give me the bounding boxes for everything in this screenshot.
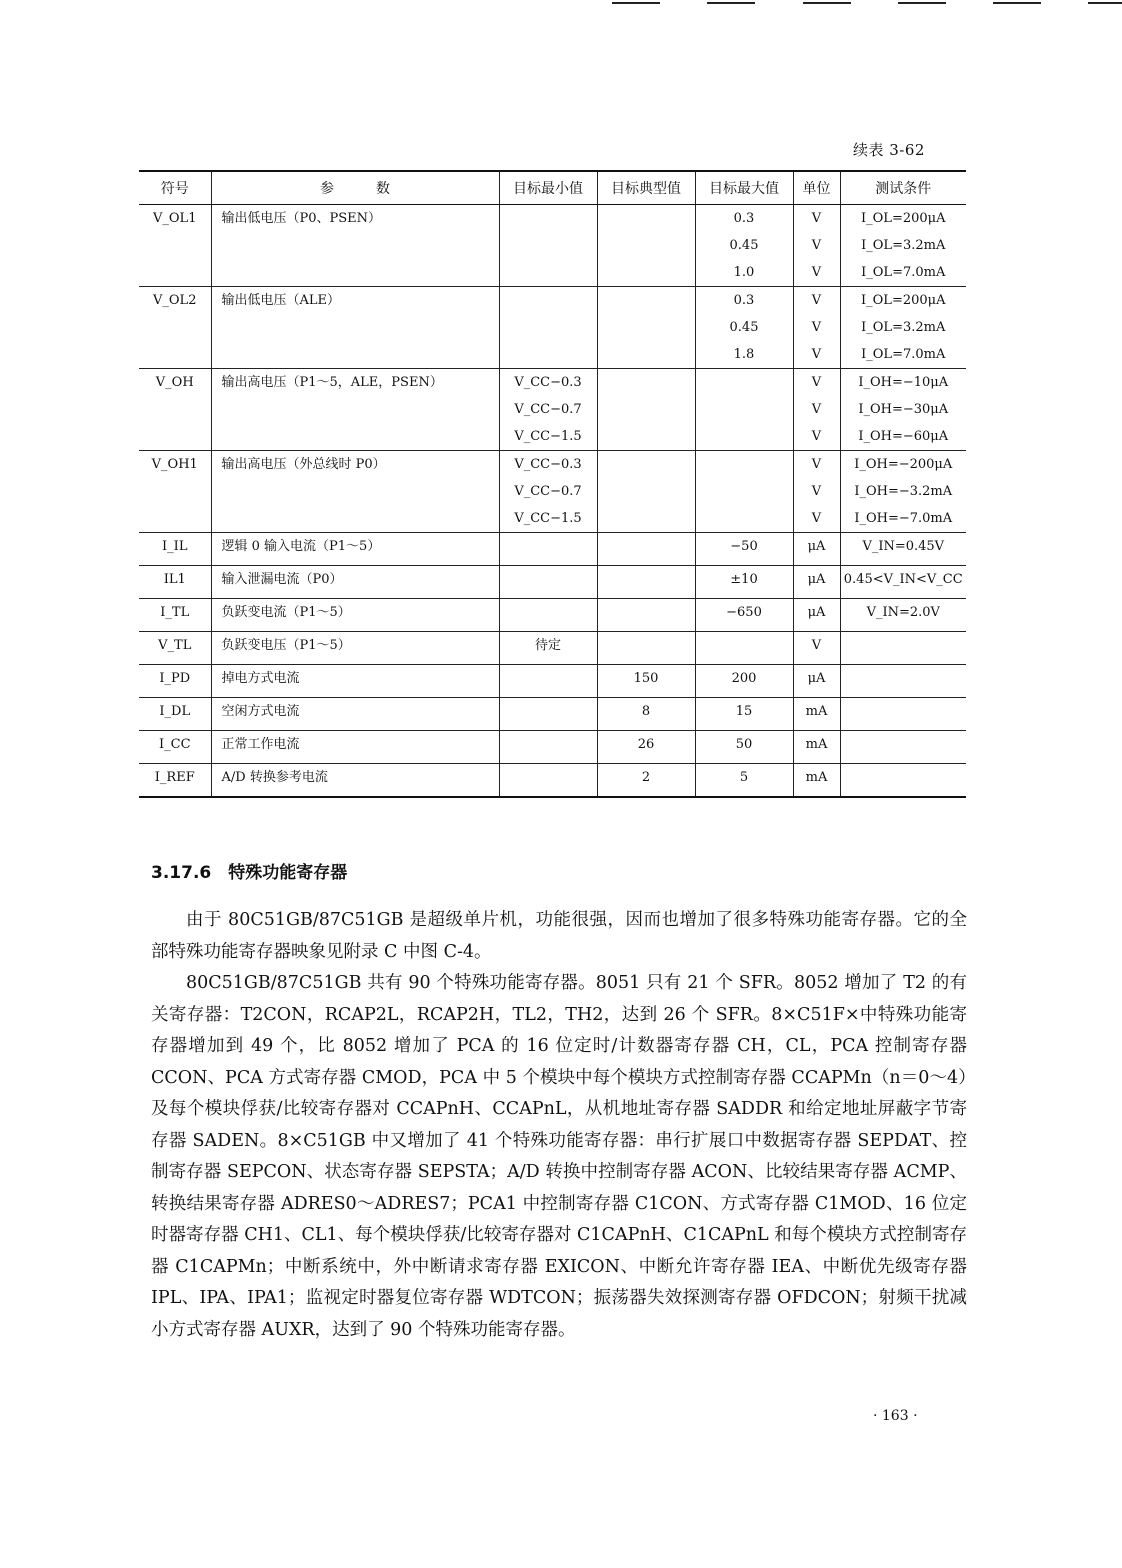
cell-min — [499, 205, 597, 287]
cell-unit: mA — [793, 764, 840, 798]
cell-typ — [597, 599, 695, 632]
cell-min — [499, 287, 597, 369]
cell-typ: 8 — [597, 698, 695, 731]
cell-symbol: V_OL2 — [139, 287, 211, 369]
cell-cond — [840, 665, 966, 698]
page-number: · 163 · — [873, 1408, 918, 1424]
header-min: 目标最小值 — [499, 171, 597, 205]
table-row — [139, 632, 966, 665]
cell-param: 逻辑 0 输入电流（P1～5） — [211, 533, 499, 566]
cell-cond: 0.45<V_IN<V_CC — [840, 566, 966, 599]
table-row — [139, 599, 966, 632]
cell-cond — [840, 764, 966, 798]
cell-max: ±10 — [695, 566, 793, 599]
cell-param: 输出高电压（外总线时 P0） — [211, 451, 499, 533]
cell-max: 15 — [695, 698, 793, 731]
cell-symbol: I_DL — [139, 698, 211, 731]
table-row — [139, 451, 966, 533]
cell-cond: I_OL=200μA I_OL=3.2mA I_OL=7.0mA — [840, 287, 966, 369]
cell-typ — [597, 369, 695, 451]
cell-cond — [840, 632, 966, 665]
cell-symbol: I_PD — [139, 665, 211, 698]
cell-param: 负跃变电流（P1～5） — [211, 599, 499, 632]
table-row — [139, 205, 966, 287]
cell-param: 输入泄漏电流（P0） — [211, 566, 499, 599]
cell-cond: I_OH=−200μA I_OH=−3.2mA I_OH=−7.0mA — [840, 451, 966, 533]
cell-max: 0.3 0.45 1.0 — [695, 205, 793, 287]
cell-symbol: I_REF — [139, 764, 211, 798]
cell-param: 输出低电压（ALE） — [211, 287, 499, 369]
cell-cond: V_IN=0.45V — [840, 533, 966, 566]
header-max: 目标最大值 — [695, 171, 793, 205]
cell-param: 输出低电压（P0、PSEN） — [211, 205, 499, 287]
cell-max: −650 — [695, 599, 793, 632]
table-row — [139, 533, 966, 566]
cell-unit: μA — [793, 599, 840, 632]
cell-min — [499, 665, 597, 698]
body-text — [151, 905, 967, 1346]
section-heading: 3.17.6 特殊功能寄存器 — [151, 863, 348, 883]
cell-unit: mA — [793, 698, 840, 731]
cell-max: 200 — [695, 665, 793, 698]
table-row — [139, 665, 966, 698]
table-row — [139, 369, 966, 451]
cell-max: 0.3 0.45 1.8 — [695, 287, 793, 369]
cell-typ — [597, 632, 695, 665]
cell-unit: μA — [793, 665, 840, 698]
cell-param: 空闲方式电流 — [211, 698, 499, 731]
paragraph: 由于 80C51GB/87C51GB 是超级单片机，功能很强，因而也增加了很多特殊功能寄存器。它的全部特殊功能寄存器映象见附录 C 中图 C-4。 — [151, 910, 967, 962]
top-edge-marks — [0, 0, 1122, 10]
cell-typ: 26 — [597, 731, 695, 764]
cell-unit: V V V — [793, 205, 840, 287]
cell-param: 输出高电压（P1～5，ALE，PSEN） — [211, 369, 499, 451]
cell-min: 待定 — [499, 632, 597, 665]
header-cond: 测试条件 — [840, 171, 966, 205]
cell-param: 负跃变电压（P1～5） — [211, 632, 499, 665]
cell-min — [499, 731, 597, 764]
cell-typ — [597, 451, 695, 533]
cell-symbol: V_TL — [139, 632, 211, 665]
cell-param: 正常工作电流 — [211, 731, 499, 764]
cell-symbol: I_CC — [139, 731, 211, 764]
header-typ: 目标典型值 — [597, 171, 695, 205]
cell-unit: mA — [793, 731, 840, 764]
paragraph: 80C51GB/87C51GB 共有 90 个特殊功能寄存器。8051 只有 21 个 SFR。8052 增加了 T2 的有关寄存器：T2CON，RCAP2L，RCAP2H，TL2，TH2，达到 26 个 SFR。8×C51F×中特殊功能寄存器增加到 49 个，比 8052 增加了 PCA 的 16 位定时/计数器寄存器 CH，CL，PCA 控制寄存器 CCON、PCA 方式寄存器 CMOD，PCA 中 5 个模块中每个模块方式控制寄存器 CCAPMn（n＝0～4）及每个模块俘获/比较寄存器对 CCAPnH、CCAPnL，从机地址寄存器 SADDR 和给定地址屏蔽字节寄存器 SADEN。8×C51GB 中又增加了 41 个特殊功能寄存器：串行扩展口中数据寄存器 SEPDAT、控制寄存器 SEPCON、状态寄存器 SEPSTA；A/D 转换中控制寄存器 ACON、比较结果寄存器 ACMP、转换结果寄存器 ADRES0～ADRES7；PCA1 中控制寄存器 C1CON、方式寄存器 C1MOD、16 位定时器寄存器 CH1、CL1、每个模块俘获/比较寄存器对 C1CAPnH、C1CAPnL 和每个模块方式控制寄存器 C1CAPMn；中断系统中，外中断请求寄存器 EXICON、中断允许寄存器 IEA、中断优先级寄存器 IPL、IPA、IPA1；监视定时器复位寄存器 WDTCON；振荡器失效探测寄存器 OFDCON；射频干扰减小方式寄存器 AUXR，达到了 90 个特殊功能寄存器。 — [151, 973, 967, 1340]
cell-symbol: IL1 — [139, 566, 211, 599]
cell-min — [499, 599, 597, 632]
table-caption: 续表 3-62 — [853, 141, 925, 159]
cell-max: 5 — [695, 764, 793, 798]
cell-unit: V V V — [793, 369, 840, 451]
table-row — [139, 566, 966, 599]
cell-unit: V — [793, 632, 840, 665]
cell-cond: V_IN=2.0V — [840, 599, 966, 632]
cell-min — [499, 764, 597, 798]
cell-cond — [840, 698, 966, 731]
cell-max — [695, 369, 793, 451]
cell-cond: I_OL=200μA I_OL=3.2mA I_OL=7.0mA — [840, 205, 966, 287]
cell-symbol: I_IL — [139, 533, 211, 566]
spec-table — [139, 170, 966, 798]
cell-typ — [597, 205, 695, 287]
cell-unit: V V V — [793, 451, 840, 533]
header-unit: 单位 — [793, 171, 840, 205]
cell-symbol: V_OH — [139, 369, 211, 451]
cell-cond: I_OH=−10μA I_OH=−30μA I_OH=−60μA — [840, 369, 966, 451]
cell-unit: V V V — [793, 287, 840, 369]
header-symbol: 符号 — [139, 171, 211, 205]
cell-symbol: V_OL1 — [139, 205, 211, 287]
cell-symbol: V_OH1 — [139, 451, 211, 533]
cell-typ: 2 — [597, 764, 695, 798]
cell-typ — [597, 533, 695, 566]
table-row — [139, 764, 966, 798]
cell-cond — [840, 731, 966, 764]
cell-max: −50 — [695, 533, 793, 566]
cell-typ — [597, 287, 695, 369]
cell-symbol: I_TL — [139, 599, 211, 632]
cell-min — [499, 698, 597, 731]
table-row — [139, 698, 966, 731]
cell-unit: μA — [793, 566, 840, 599]
cell-max: 50 — [695, 731, 793, 764]
cell-param: 掉电方式电流 — [211, 665, 499, 698]
cell-min: V_CC−0.3 V_CC−0.7 V_CC−1.5 — [499, 369, 597, 451]
cell-unit: μA — [793, 533, 840, 566]
header-param: 参 数 — [211, 171, 499, 205]
cell-min — [499, 533, 597, 566]
table-header-row — [139, 171, 966, 205]
cell-param: A/D 转换参考电流 — [211, 764, 499, 798]
table-row — [139, 731, 966, 764]
cell-min — [499, 566, 597, 599]
cell-max — [695, 632, 793, 665]
cell-min: V_CC−0.3 V_CC−0.7 V_CC−1.5 — [499, 451, 597, 533]
cell-max — [695, 451, 793, 533]
cell-typ — [597, 566, 695, 599]
table-row — [139, 287, 966, 369]
cell-typ: 150 — [597, 665, 695, 698]
